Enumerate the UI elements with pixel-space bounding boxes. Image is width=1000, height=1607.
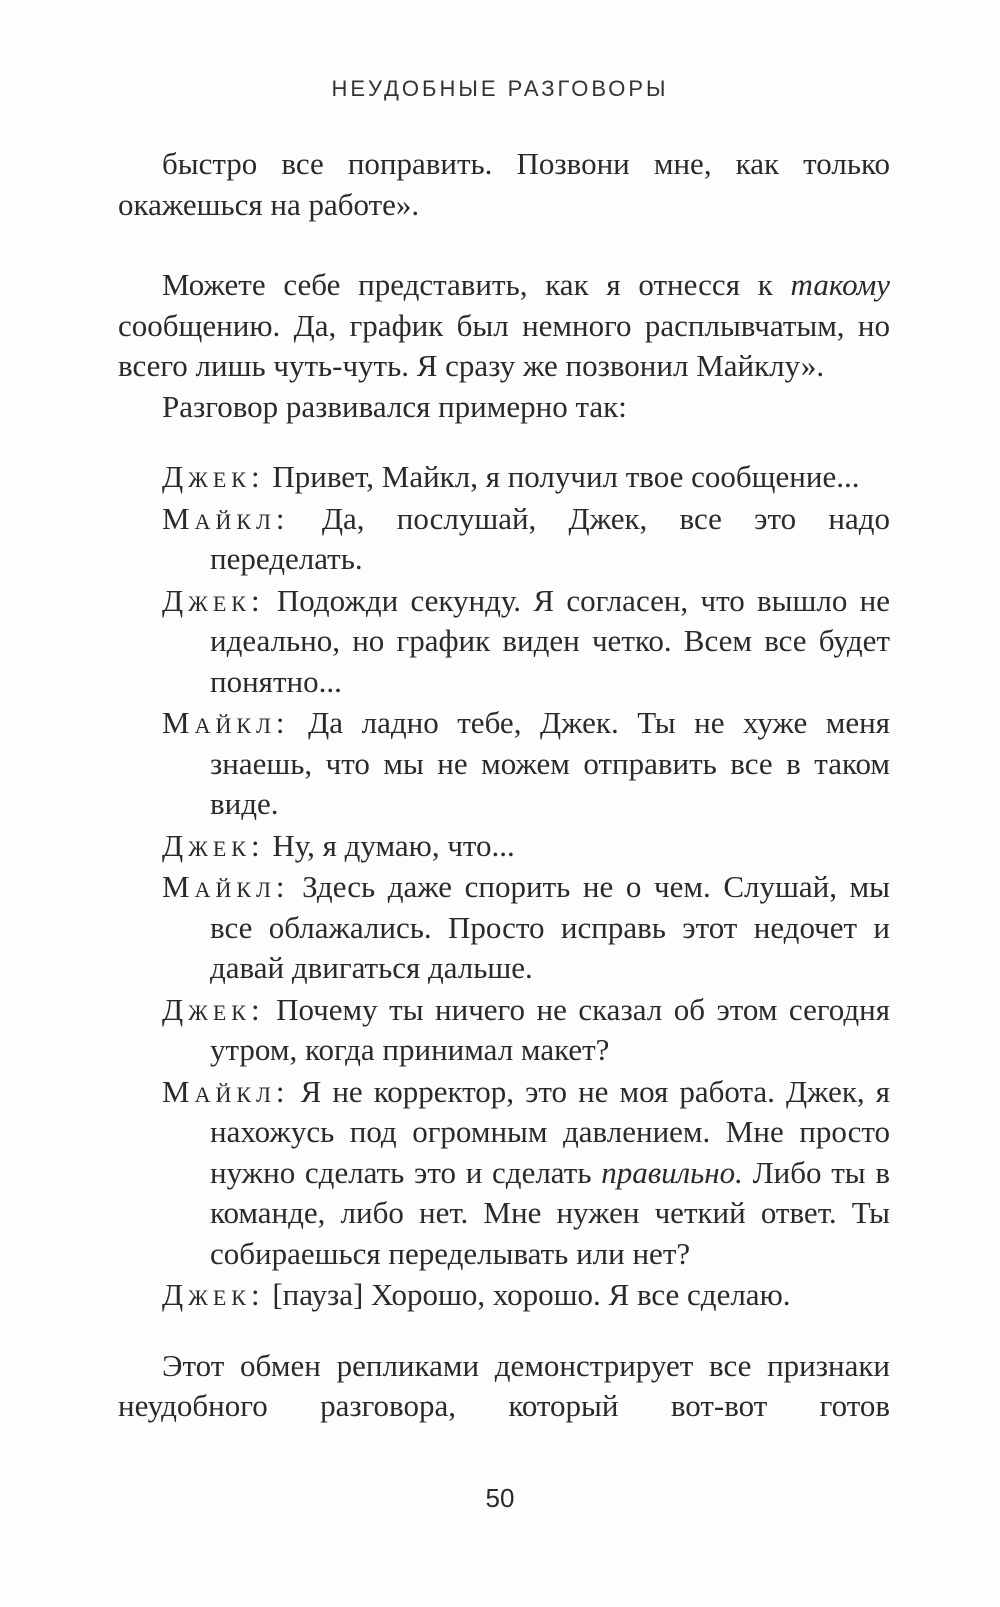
- paragraph-4: Этот обмен репликами демонстрирует все признаки неудобного разговора, который вот-вот готов: [118, 1347, 890, 1423]
- dialogue-line: Майкл: Я не корректор, это не моя работа. Джек, я нахожусь под огромным давлением. Мне просто нужно сделать это и сделать правильно. Либо ты в команде, либо нет. Мне нужен четкий ответ. Ты собираешься переделывать или нет?: [162, 1073, 891, 1271]
- emphasis-takomu: такому: [790, 267, 890, 302]
- running-head: НЕУДОБНЫЕ РАЗГОВОРЫ: [331, 76, 669, 101]
- dialogue-line: [162, 826, 890, 867]
- speaker-name: Майкл:: [162, 500, 290, 536]
- line-text: Подожди секунду. Я согласен, что вышло не идеально, но график виден четко. Всем все будет понятно...: [210, 582, 890, 699]
- speaker-name: Майкл:: [162, 1073, 290, 1109]
- line-text: Да ладно тебе, Джек. Ты не хуже меня знаешь, что мы не можем отправить все в таком виде.: [210, 705, 890, 821]
- speaker-name: Майкл:: [162, 869, 290, 904]
- body-text: [118, 144, 890, 1427]
- line-text: [пауза] Хорошо, хорошо. Я все сделаю.: [272, 1277, 791, 1312]
- line-text: Привет, Майкл, я получил твое сообщение...: [272, 459, 860, 494]
- line-text: Ну, я думаю, что...: [272, 827, 515, 863]
- paragraph-2: Можете себе представить, как я отнесся к такому сообщению. Да, график был немного расплывчатым, но всего лишь чуть-чуть. Я сразу же позвонил Майклу».: [118, 267, 890, 383]
- speaker-name: Джек:: [162, 582, 265, 618]
- dialogue-line: [162, 990, 890, 1071]
- dialogue-line: [162, 499, 890, 580]
- line-text: Почему ты ничего не сказал об этом сегодня утром, когда принимал макет?: [210, 991, 890, 1067]
- paragraph-3: Разговор развивался примерно так:: [162, 388, 627, 424]
- dialogue-line: [162, 703, 890, 825]
- speaker-name: Джек:: [162, 1277, 265, 1312]
- dialogue-line: [162, 867, 890, 989]
- speaker-name: Майкл:: [162, 705, 290, 740]
- emphasis-pravilno: правильно.: [601, 1154, 743, 1190]
- speaker-name: Джек:: [162, 827, 265, 863]
- line-text: Здесь даже спорить не о чем. Слушай, мы все облажались. Просто исправь этот недочет и давай двигаться дальше.: [210, 869, 891, 985]
- page-number: 50: [485, 1483, 515, 1513]
- dialogue-line: [162, 1275, 890, 1316]
- dialogue-line: [162, 457, 890, 498]
- dialogue: [118, 457, 890, 1316]
- dialogue-line: [162, 581, 890, 703]
- speaker-name: Джек:: [162, 459, 265, 494]
- paragraph-1: быстро все поправить. Позвони мне, как только окажешься на работе».: [118, 146, 890, 222]
- line-text: Да, послушай, Джек, все это надо переделать.: [210, 500, 890, 576]
- speaker-name: Джек:: [162, 991, 265, 1027]
